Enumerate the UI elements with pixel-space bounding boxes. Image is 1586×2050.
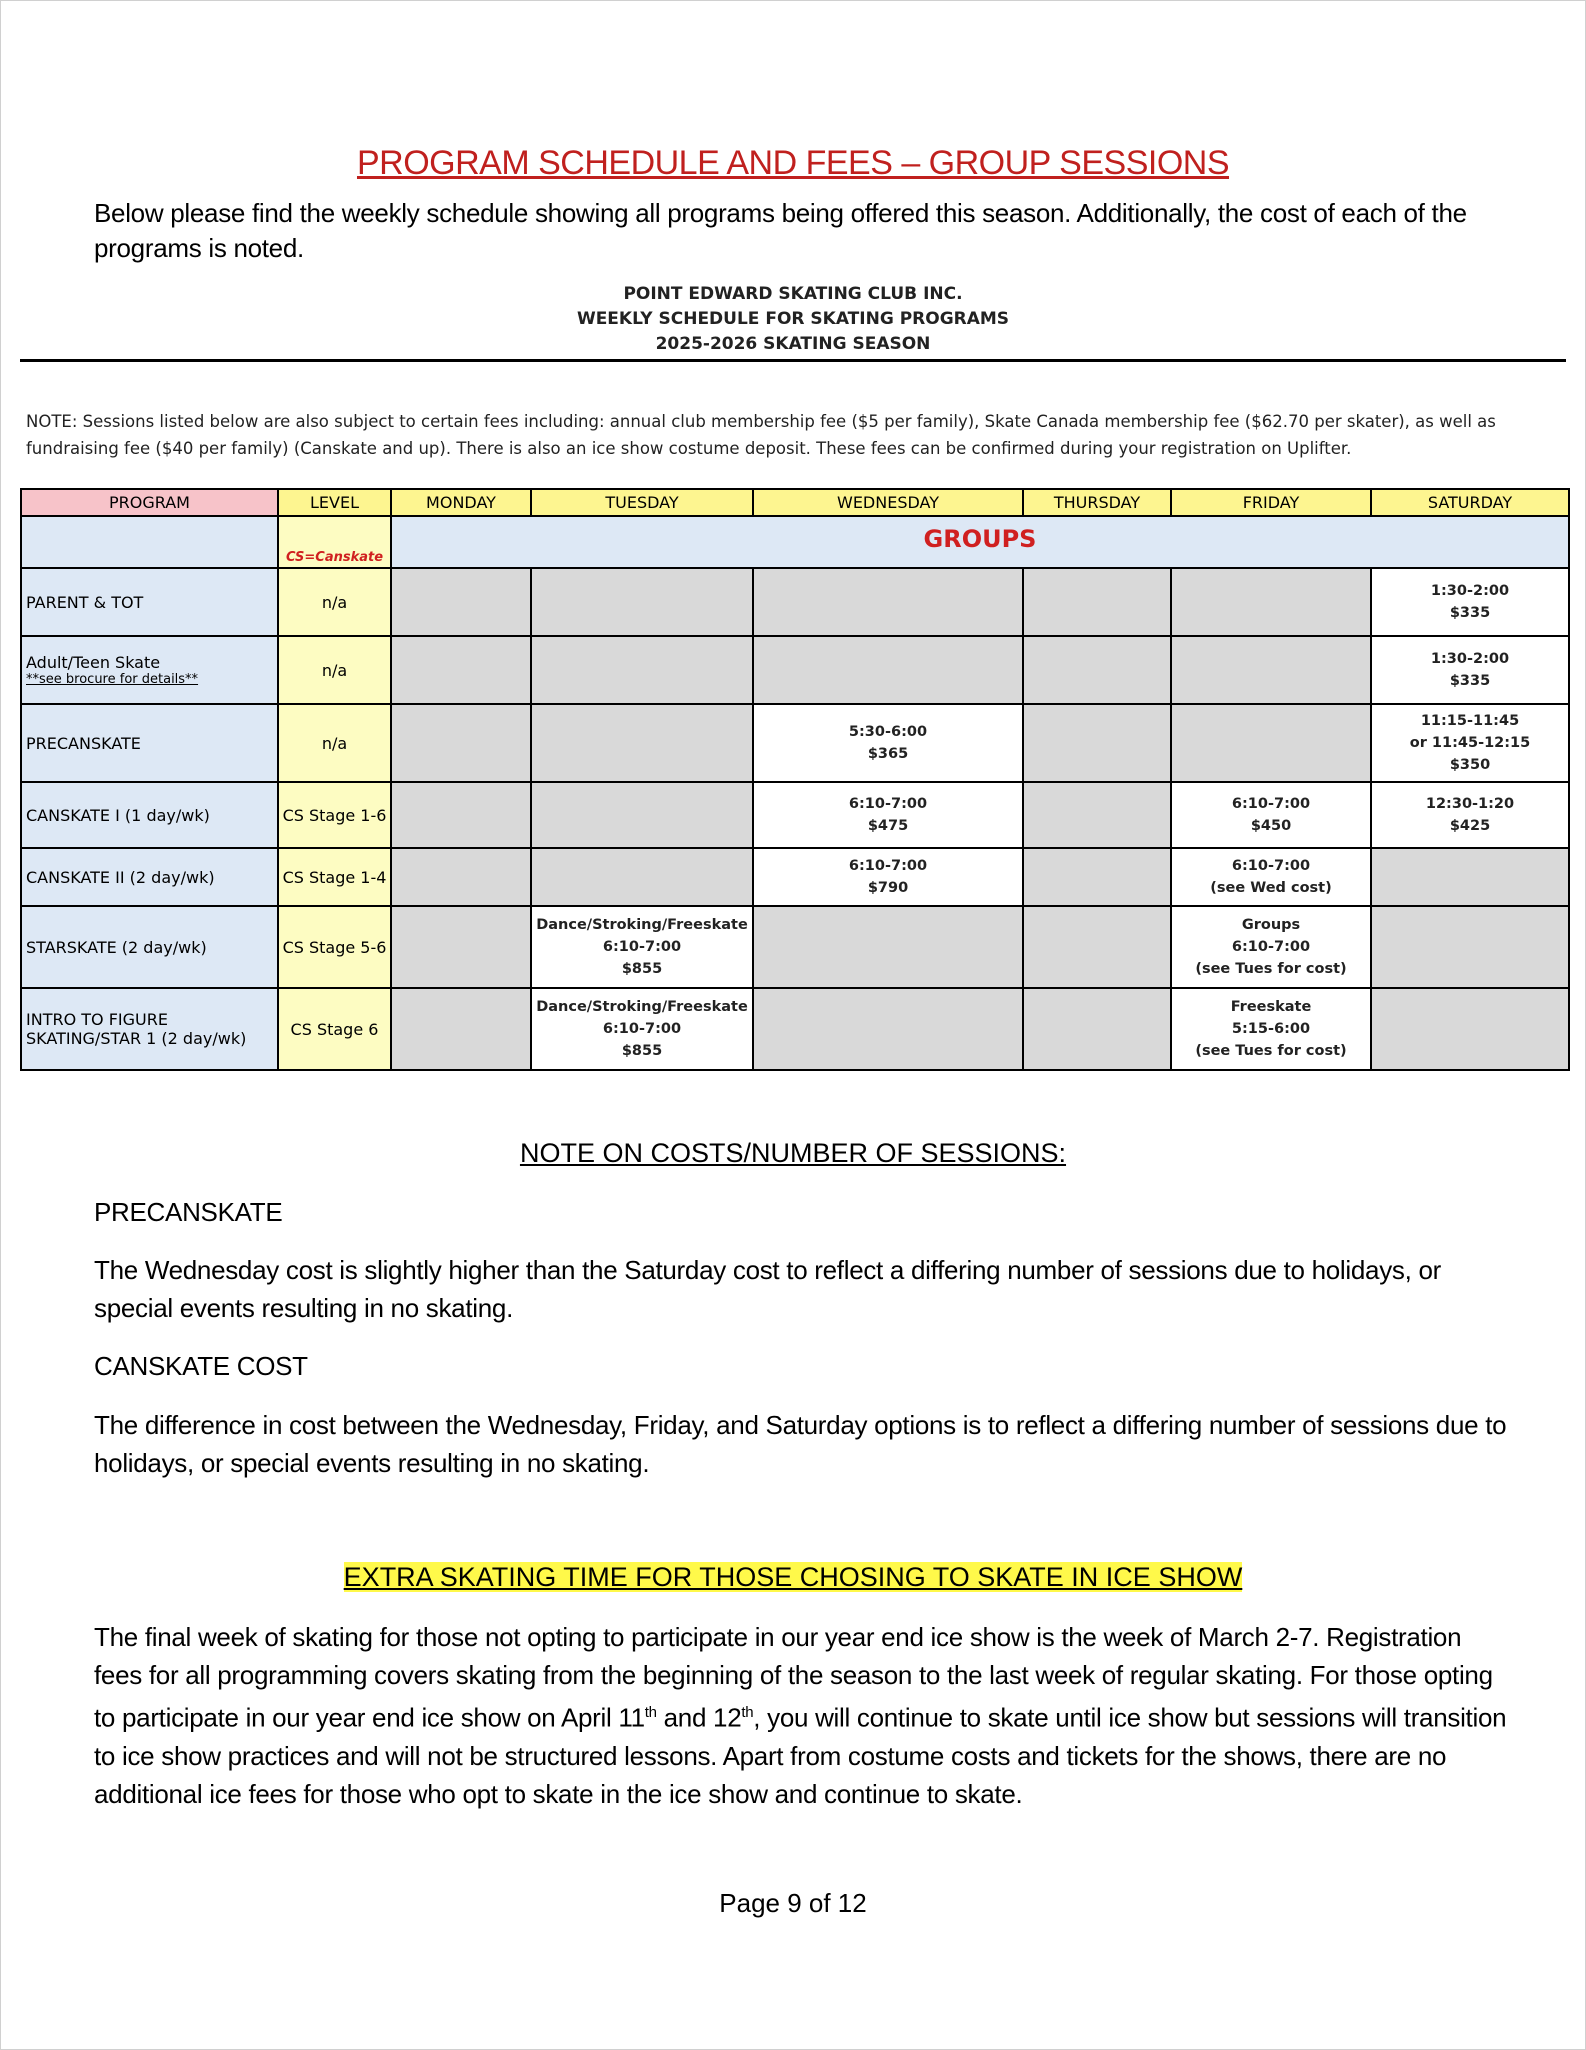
col-header-tuesday: TUESDAY <box>531 489 753 516</box>
empty-cell <box>391 782 531 848</box>
empty-cell <box>1023 848 1171 906</box>
session-cell: 6:10-7:00 $450 <box>1171 782 1371 848</box>
empty-cell <box>531 704 753 782</box>
table-row <box>21 704 1569 782</box>
header-rule <box>20 359 1566 362</box>
canskate-text: The difference in cost between the Wednesday, Friday, and Saturday options is to reflect a differing number of sessions due to holidays, or special events resulting in no skating. <box>94 1410 1507 1478</box>
level-cell: n/a <box>278 636 391 704</box>
ice-show-text-b: and 12 <box>656 1702 742 1733</box>
level-cell: CS Stage 1-4 <box>278 848 391 906</box>
empty-cell <box>1023 988 1171 1070</box>
session-cell: 11:15-11:45 or 11:45-12:15 $350 <box>1371 704 1569 782</box>
empty-cell <box>391 906 531 988</box>
empty-cell <box>1023 568 1171 636</box>
empty-cell <box>1171 636 1371 704</box>
program-cell <box>21 636 278 704</box>
col-header-monday: MONDAY <box>391 489 531 516</box>
session-cell: 1:30-2:00 $335 <box>1371 636 1569 704</box>
cs-note: CS=Canskate <box>285 550 384 565</box>
empty-cell <box>753 636 1023 704</box>
season-label: 2025-2026 SKATING SEASON <box>655 334 931 354</box>
empty-cell <box>391 704 531 782</box>
table-header-row <box>21 489 1569 516</box>
groups-row <box>21 516 1569 568</box>
level-cell: n/a <box>278 704 391 782</box>
empty-cell <box>531 848 753 906</box>
session-cell: Groups 6:10-7:00 (see Tues for cost) <box>1171 906 1371 988</box>
fees-note: NOTE: Sessions listed below are also subject to certain fees including: annual club membership fee ($5 per family), Skate Canada membership fee ($62.70 per skater), as well as fundraising fee ($40 per family) (Canskate and up). There is also an ice show costume deposit. These fees can be confirmed during your registration on Uplifter. <box>26 412 1496 458</box>
empty-cell <box>1371 988 1569 1070</box>
session-cell: Dance/Stroking/Freeskate 6:10-7:00 $855 <box>531 906 753 988</box>
program-cell <box>21 782 278 848</box>
precan-heading: PRECANSKATE <box>94 1197 283 1227</box>
session-cell: Dance/Stroking/Freeskate 6:10-7:00 $855 <box>531 988 753 1070</box>
empty-cell <box>1023 782 1171 848</box>
level-cell: CS Stage 5-6 <box>278 906 391 988</box>
empty-cell <box>391 568 531 636</box>
empty-cell <box>753 988 1023 1070</box>
program-subnote: **see brocure for details** <box>26 672 199 687</box>
empty-cell <box>1023 704 1171 782</box>
session-cell: 6:10-7:00 $475 <box>753 782 1023 848</box>
empty-cell <box>531 636 753 704</box>
schedule-table <box>20 488 1570 1071</box>
ice-show-heading-wrap <box>0 1562 1586 1593</box>
program-name: CANSKATE I (1 day/wk) <box>26 805 210 825</box>
empty-cell <box>531 782 753 848</box>
empty-cell <box>753 906 1023 988</box>
empty-cell <box>391 636 531 704</box>
club-header <box>0 282 1586 357</box>
ice-show-sup-1: th <box>644 1704 657 1721</box>
table-row <box>21 988 1569 1070</box>
canskate-heading: CANSKATE COST <box>94 1351 308 1381</box>
col-header-saturday: SATURDAY <box>1371 489 1569 516</box>
program-cell <box>21 704 278 782</box>
cs-note-cell <box>278 516 391 568</box>
empty-cell <box>1171 704 1371 782</box>
page-number: Page 9 of 12 <box>719 1888 867 1918</box>
empty-cell <box>391 848 531 906</box>
costs-note-heading: NOTE ON COSTS/NUMBER OF SESSIONS: <box>519 1138 1067 1168</box>
program-name: PRECANSKATE <box>26 733 141 753</box>
table-row <box>21 568 1569 636</box>
ice-show-text <box>94 1618 1514 1813</box>
groups-label: GROUPS <box>391 516 1569 568</box>
groups-row-program-cell <box>21 516 278 568</box>
ice-show-heading: EXTRA SKATING TIME FOR THOSE CHOSING TO SKATE IN ICE SHOW <box>343 1562 1243 1592</box>
program-cell <box>21 906 278 988</box>
page-title: PROGRAM SCHEDULE AND FEES – GROUP SESSIONS <box>356 144 1230 182</box>
empty-cell <box>1171 568 1371 636</box>
program-name: STARSKATE (2 day/wk) <box>26 937 207 957</box>
empty-cell <box>753 568 1023 636</box>
session-cell: 6:10-7:00 (see Wed cost) <box>1171 848 1371 906</box>
program-name: CANSKATE II (2 day/wk) <box>26 867 215 887</box>
col-header-thursday: THURSDAY <box>1023 489 1171 516</box>
ice-show-text-a: The final week of skating for those not opting to participate in our year end ice show is the week of March 2-7. Registration fees for all programming covers skating from the beginning of the season to the last week of regular skating. For those opting to participate in our year end ice show on April 11 <box>94 1622 1493 1733</box>
table-row <box>21 848 1569 906</box>
col-header-level: LEVEL <box>278 489 391 516</box>
session-cell: 12:30-1:20 $425 <box>1371 782 1569 848</box>
level-cell: CS Stage 6 <box>278 988 391 1070</box>
empty-cell <box>1371 906 1569 988</box>
empty-cell <box>1023 906 1171 988</box>
empty-cell <box>1023 636 1171 704</box>
club-name: POINT EDWARD SKATING CLUB INC. <box>623 284 963 304</box>
ice-show-sup-2: th <box>741 1704 754 1721</box>
session-cell: 5:30-6:00 $365 <box>753 704 1023 782</box>
table-row <box>21 906 1569 988</box>
col-header-program: PROGRAM <box>21 489 278 516</box>
program-cell <box>21 988 278 1070</box>
schedule-title: WEEKLY SCHEDULE FOR SKATING PROGRAMS <box>576 309 1010 329</box>
program-name: PARENT & TOT <box>26 592 144 612</box>
level-cell: n/a <box>278 568 391 636</box>
program-name: Adult/Teen Skate <box>26 653 161 672</box>
col-header-wednesday: WEDNESDAY <box>753 489 1023 516</box>
ice-show-text-c: , you will continue to skate until ice show but sessions will transition to ice show practices and will not be structured lessons. Apart from costume costs and tickets for the shows, there are no additional ice fees for those who opt to skate in the ice show and continue to skate. <box>94 1702 1507 1809</box>
session-cell: 6:10-7:00 $790 <box>753 848 1023 906</box>
program-cell <box>21 848 278 906</box>
program-name: INTRO TO FIGURE SKATING/STAR 1 (2 day/wk) <box>26 1010 247 1048</box>
col-header-friday: FRIDAY <box>1171 489 1371 516</box>
program-cell <box>21 568 278 636</box>
empty-cell <box>391 988 531 1070</box>
level-cell: CS Stage 1-6 <box>278 782 391 848</box>
session-cell: Freeskate 5:15-6:00 (see Tues for cost) <box>1171 988 1371 1070</box>
table-row <box>21 636 1569 704</box>
empty-cell <box>531 568 753 636</box>
intro-text: Below please find the weekly schedule showing all programs being offered this season. Additionally, the cost of each of the programs is noted. <box>94 198 1467 263</box>
empty-cell <box>1371 848 1569 906</box>
precan-text: The Wednesday cost is slightly higher than the Saturday cost to reflect a differing number of sessions due to holidays, or special events resulting in no skating. <box>94 1255 1441 1323</box>
table-row <box>21 782 1569 848</box>
session-cell: 1:30-2:00 $335 <box>1371 568 1569 636</box>
